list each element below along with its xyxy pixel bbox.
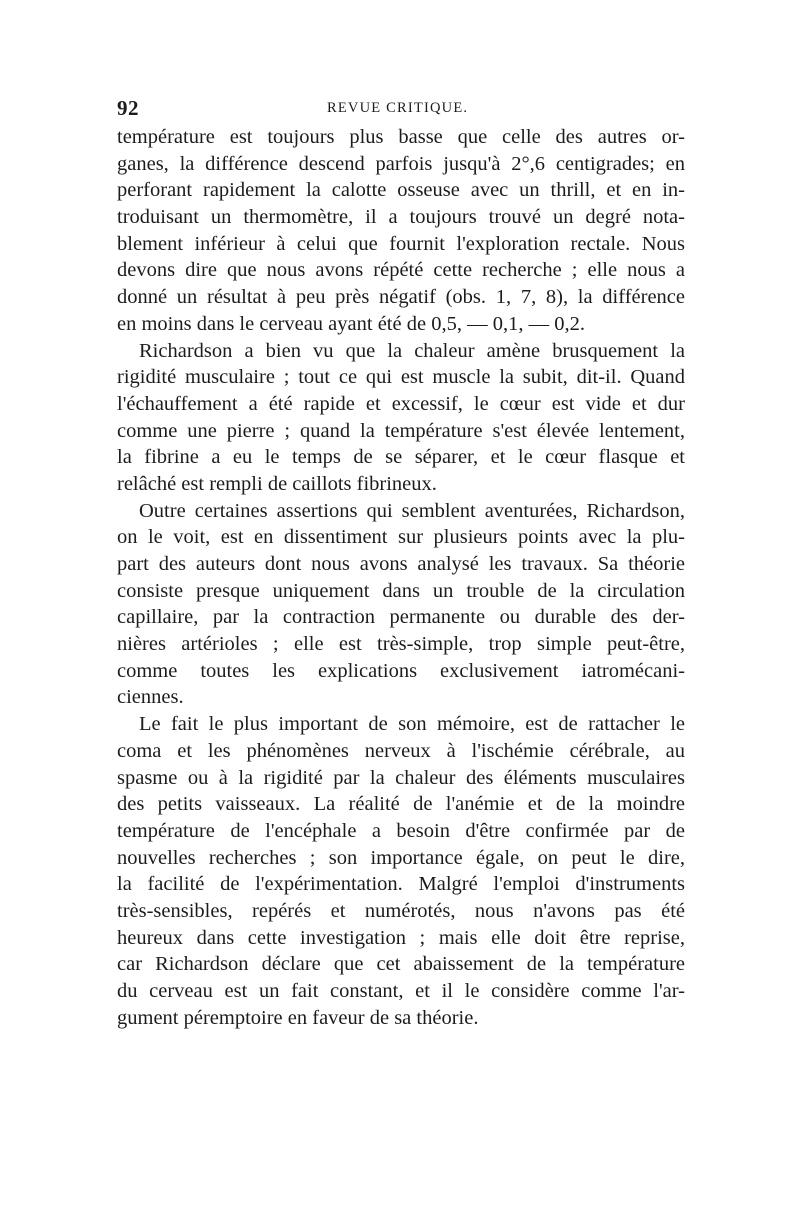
- text-line: en moins dans le cerveau ayant été de 0,5, — 0,1, — 0,2.: [117, 312, 585, 335]
- text-line: ciennes.: [117, 686, 184, 709]
- text-line: température est toujours plus basse que celle des autres or-: [117, 126, 685, 148]
- text-line: part des auteurs dont nous avons analysé les travaux. Sa théorie: [117, 553, 685, 575]
- text-line: relâché est rempli de caillots fibrineux.: [117, 472, 437, 495]
- text-line: car Richardson déclare que cet abaissement de la température: [117, 953, 685, 976]
- text-line: l'échauffement a été rapide et excessif, le cœur est vide et dur: [117, 392, 685, 415]
- paragraph-4: [117, 711, 685, 1031]
- text-line: comme une pierre ; quand la température s'est élevée lentement,: [117, 419, 685, 442]
- page-header: [117, 96, 683, 120]
- text-line: ganes, la différence descend parfois jusqu'à 2°,6 centigrades; en: [117, 152, 685, 175]
- text-line: perforant rapidement la calotte osseuse avec un thrill, et en in-: [117, 179, 685, 202]
- text-line: troduisant un thermomètre, il a toujours trouvé un degré nota-: [117, 206, 685, 229]
- text-line: du cerveau est un fait constant, et il le considère comme l'ar-: [117, 980, 685, 1002]
- text-line: rigidité musculaire ; tout ce qui est muscle la subit, dit-il. Quand: [117, 366, 685, 389]
- text-line: Richardson a bien vu que la chaleur amène brusquement la: [139, 339, 685, 362]
- page-number: 92: [117, 96, 139, 120]
- text-line: température de l'encéphale a besoin d'être confirmée par de: [117, 819, 685, 842]
- text-line: heureux dans cette investigation ; mais elle doit être reprise,: [117, 926, 685, 949]
- text-line: la fibrine a eu le temps de se séparer, et le cœur flasque et: [117, 446, 685, 469]
- text-line: nouvelles recherches ; son importance égale, on peut le dire,: [117, 846, 685, 869]
- body-text: [117, 124, 685, 1031]
- text-line: consiste presque uniquement dans un trouble de la circulation: [117, 579, 685, 602]
- text-line: coma et les phénomènes nerveux à l'ischémie cérébrale, au: [117, 739, 685, 762]
- text-line: on le voit, est en dissentiment sur plusieurs points avec la plu-: [117, 526, 685, 549]
- text-line: des petits vaisseaux. La réalité de l'anémie et de la moindre: [117, 793, 685, 816]
- paragraph-3: [117, 498, 685, 712]
- text-line: devons dire que nous avons répété cette recherche ; elle nous a: [117, 259, 685, 282]
- paragraph-1: [117, 124, 685, 338]
- text-line: nières artérioles ; elle est très-simple, trop simple peut-être,: [117, 633, 685, 656]
- text-line: blement inférieur à celui que fournit l'exploration rectale. Nous: [117, 232, 685, 255]
- text-line: Le fait le plus important de son mémoire, est de rattacher le: [139, 713, 685, 736]
- text-line: gument péremptoire en faveur de sa théorie.: [117, 1006, 479, 1029]
- text-line: Outre certaines assertions qui semblent aventurées, Richardson,: [139, 499, 685, 522]
- text-line: donné un résultat à peu près négatif (obs. 1, 7, 8), la différence: [117, 286, 685, 309]
- text-line: capillaire, par la contraction permanente ou durable des der-: [117, 606, 685, 629]
- running-head: REVUE CRITIQUE.: [327, 100, 469, 116]
- text-line: spasme ou à la rigidité par la chaleur des éléments musculaires: [117, 766, 685, 789]
- text-line: la facilité de l'expérimentation. Malgré l'emploi d'instruments: [117, 873, 685, 896]
- paragraph-2: [117, 338, 685, 498]
- text-line: très-sensibles, repérés et numérotés, nous n'avons pas été: [117, 899, 685, 922]
- text-line: comme toutes les explications exclusivement iatromécani-: [117, 659, 685, 682]
